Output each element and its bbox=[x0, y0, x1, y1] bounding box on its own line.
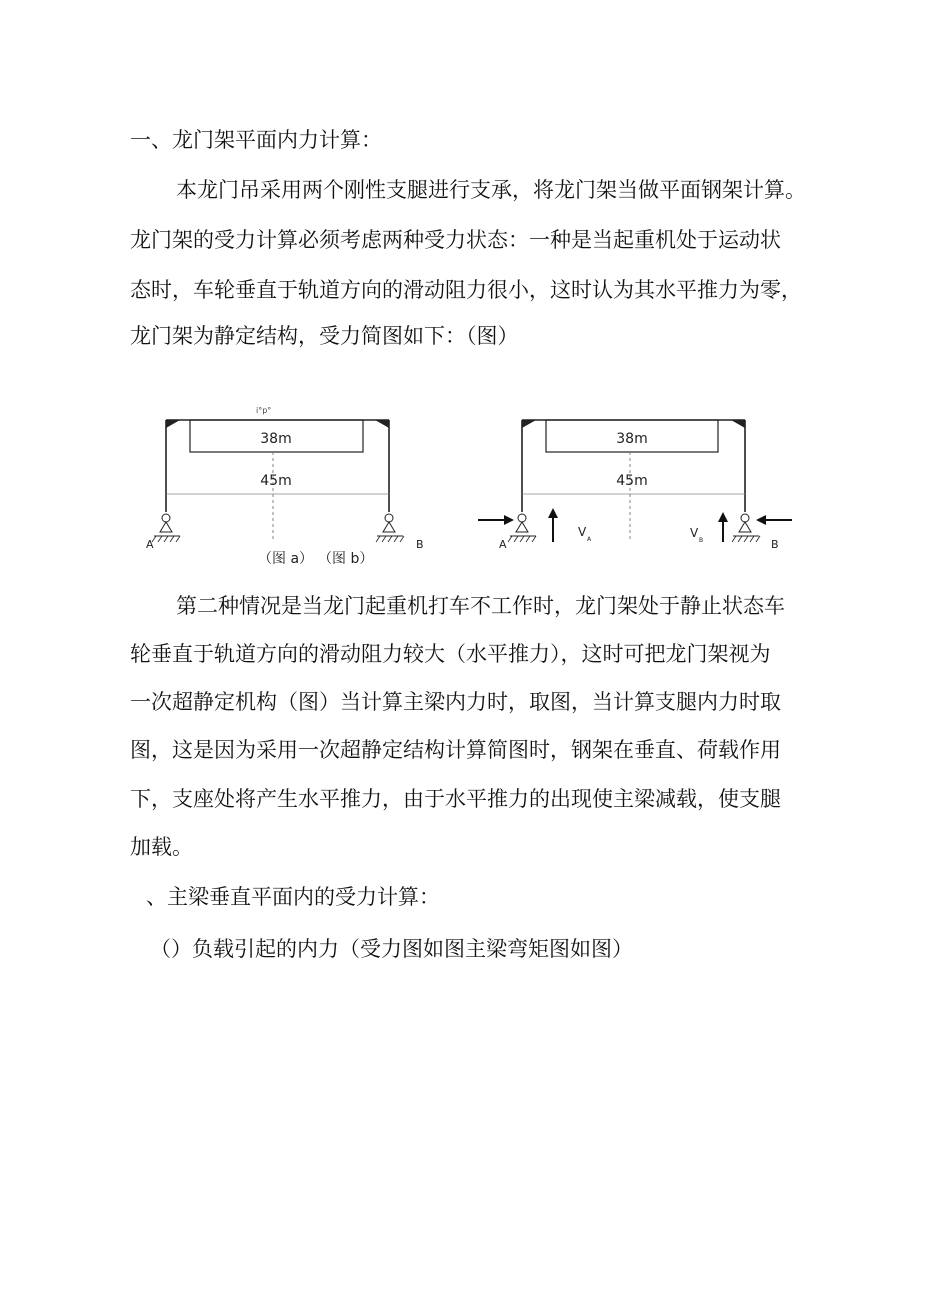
paragraph-2-line-4: 图，这是因为采用一次超静定结构计算简图时，钢架在垂直、荷载作用 bbox=[130, 738, 781, 762]
reaction-vb-label: V bbox=[690, 526, 699, 540]
paragraph-2-line-1: 第二种情况是当龙门起重机打车不工作时，龙门架处于静止状态车 bbox=[176, 594, 785, 618]
diagram-a-span-inner: 38m bbox=[260, 431, 292, 447]
paragraph-2-line-5: 下，支座处将产生水平推力，由于水平推力的出现使主梁减载，使支腿 bbox=[130, 787, 781, 811]
paragraph-2-line-3: 一次超静定机构（图）当计算主梁内力时，取图，当计算支腿内力时取 bbox=[130, 690, 781, 714]
vertical-reaction-arrow-b bbox=[718, 512, 728, 542]
diagram-b-support-a: A bbox=[499, 538, 507, 551]
diagram-a-support-a: A bbox=[146, 538, 154, 551]
paragraph-2-line-6: 加载。 bbox=[130, 835, 193, 859]
horizontal-thrust-arrow-b bbox=[756, 515, 792, 525]
gantry-force-diagram bbox=[0, 396, 950, 566]
caption-fig-a: （图 a） bbox=[258, 551, 314, 566]
diagram-b-span-outer: 45m bbox=[616, 473, 648, 489]
paragraph-1-line-2: 龙门架的受力计算必须考虑两种受力状态：一种是当起重机处于运动状 bbox=[130, 228, 781, 252]
paragraph-1-line-4: 龙门架为静定结构，受力简图如下：（图） bbox=[130, 324, 519, 348]
paragraph-1-line-3: 态时，车轮垂直于轨道方向的滑动阻力很小，这时认为其水平推力为零， bbox=[130, 278, 802, 302]
diagram-a-support-b: B bbox=[416, 538, 424, 551]
section-heading-1: 一、龙门架平面内力计算： bbox=[130, 128, 382, 152]
diagram-a-top-label: i°p° bbox=[256, 406, 272, 415]
vertical-reaction-arrow-a bbox=[548, 508, 558, 542]
paragraph-2-line-2: 轮垂直于轨道方向的滑动阻力较大（水平推力），这时可把龙门架视为 bbox=[130, 642, 771, 666]
paragraph-1-line-1: 本龙门吊采用两个刚性支腿进行支承，将龙门架当做平面钢架计算。 bbox=[176, 178, 806, 202]
diagram-b-support-b: B bbox=[771, 538, 779, 551]
section-heading-2: 、主梁垂直平面内的受力计算： bbox=[146, 885, 440, 909]
reaction-va-label: V bbox=[578, 525, 587, 539]
reaction-vb-subscript: B bbox=[699, 537, 704, 544]
diagram-a-span-outer: 45m bbox=[260, 473, 292, 489]
diagram-b-span-inner: 38m bbox=[616, 431, 648, 447]
reaction-va-subscript: A bbox=[587, 536, 592, 543]
horizontal-thrust-arrow-a bbox=[478, 515, 514, 525]
caption-fig-b: （图 b） bbox=[318, 551, 374, 566]
sub-heading-1: （）负载引起的内力（受力图如图主梁弯矩图如图） bbox=[150, 937, 633, 961]
